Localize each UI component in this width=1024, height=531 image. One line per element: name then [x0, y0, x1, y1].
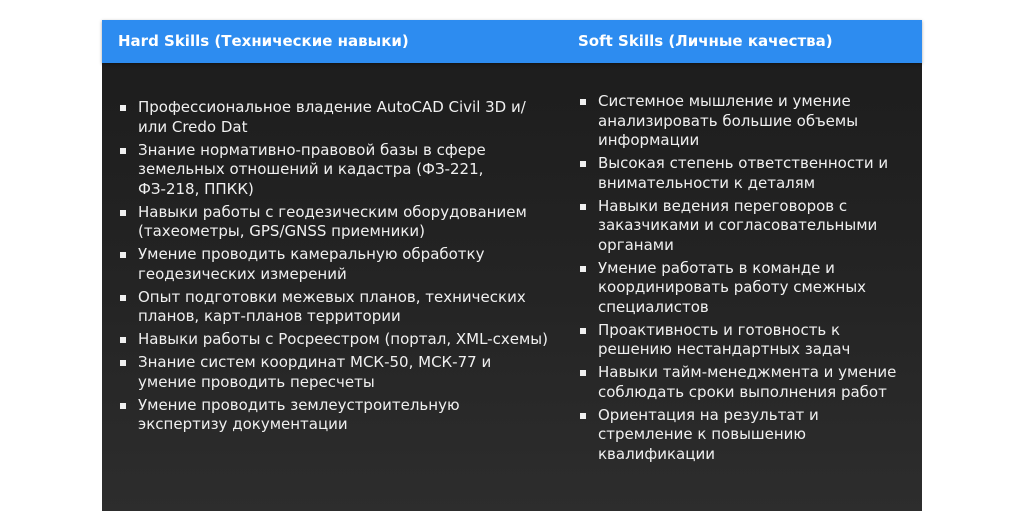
list-item: Навыки ведения переговоров с заказчиками и согласовательными органами	[578, 197, 908, 256]
list-item: Опыт подготовки межевых планов, технических планов, карт-планов территории	[118, 288, 548, 327]
hard-skills-title: Hard Skills (Технические навыки)	[118, 32, 409, 50]
list-item: Проактивность и готовность к решению нестандартных задач	[578, 321, 908, 360]
list-item: Умение проводить камеральную обработку геодезических измерений	[118, 245, 548, 284]
list-item: Умение проводить землеустроительную экспертизу документации	[118, 396, 548, 435]
list-item: Навыки работы с Росреестром (портал, XML-схемы)	[118, 330, 548, 350]
list-item: Знание нормативно-правовой базы в сфере земельных отношений и кадастра (ФЗ-221, ФЗ-218, ППКК)	[118, 141, 548, 200]
soft-skills-title: Soft Skills (Личные качества)	[578, 32, 833, 50]
skills-table	[102, 20, 922, 511]
list-item: Системное мышление и умение анализировать большие объемы информации	[578, 92, 908, 151]
list-item: Высокая степень ответственности и внимательности к деталям	[578, 154, 908, 193]
hard-skills-list	[118, 98, 548, 438]
list-item: Ориентация на результат и стремление к повышению квалификации	[578, 406, 908, 465]
table-header	[102, 20, 922, 63]
list-item: Навыки работы с геодезическим оборудованием (тахеометры, GPS/GNSS приемники)	[118, 203, 548, 242]
soft-skills-list	[578, 92, 908, 468]
list-item: Умение работать в команде и координировать работу смежных специалистов	[578, 259, 908, 318]
list-item: Профессиональное владение AutoCAD Civil 3D и/или Credo Dat	[118, 98, 548, 137]
list-item: Навыки тайм-менеджмента и умение соблюдать сроки выполнения работ	[578, 363, 908, 402]
list-item: Знание систем координат МСК-50, МСК-77 и умение проводить пересчеты	[118, 353, 548, 392]
